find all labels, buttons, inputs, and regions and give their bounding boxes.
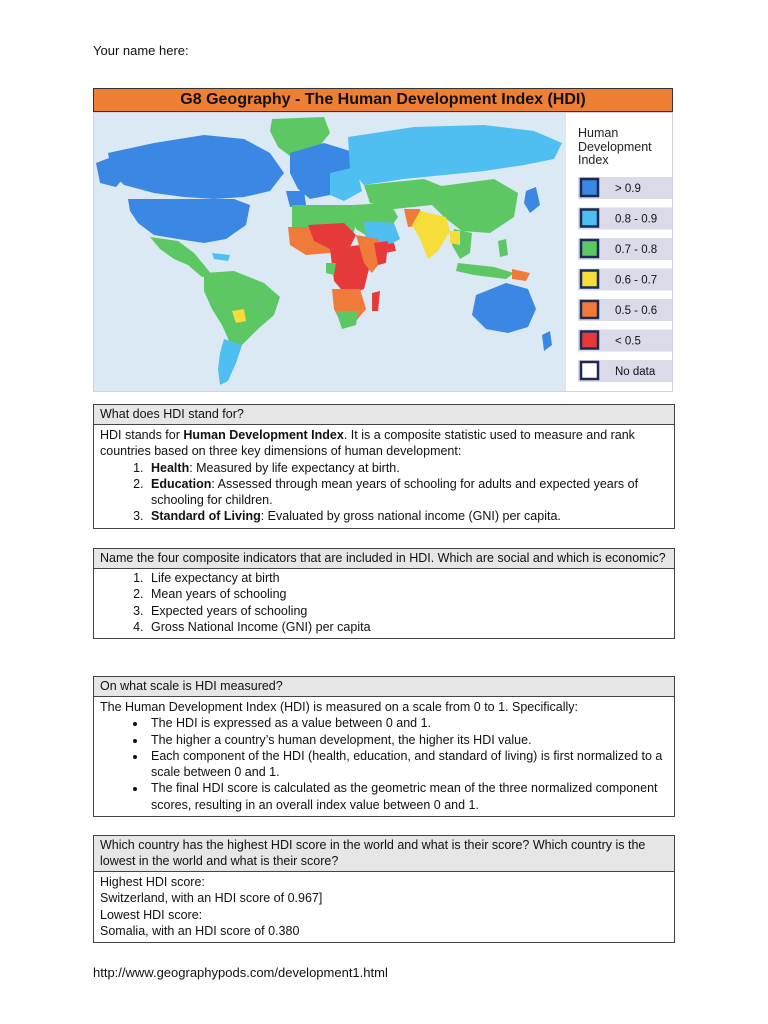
legend-title-line-2: Development [578,140,652,154]
dimension-name: Education [151,476,212,491]
dimensions-list [100,460,668,525]
question-extremes: Which country has the highest HDI score in the world and what is their score? Which country is the lowest in the world and what is their score? [94,836,674,872]
legend-label: < 0.5 [615,335,641,348]
answer-line: Switzerland, with an HDI score of 0.967] [100,891,323,906]
region-myanmar [450,231,460,245]
list-item: • The HDI is expressed as a value between 0 and 1. [147,715,668,731]
question-indicators: Name the four composite indicators that are included in HDI. Which are social and which is economic? [94,549,674,569]
legend-label: 0.6 - 0.7 [615,274,658,287]
indicators-list [100,570,668,635]
question-hdi-meaning: What does HDI stand for? [94,405,674,425]
world-map-graphic [94,113,673,392]
legend-label: 0.7 - 0.8 [615,244,658,256]
legend-swatch [581,210,598,227]
question-block-extremes [93,835,675,943]
list-item [147,460,668,476]
dimension-description: : Assessed through mean years of schooling for adults and expected years of schooling for children. [151,476,639,508]
dimension-description: : Measured by life expectancy at birth. [189,460,400,475]
dimension-name: Health [151,460,190,475]
answer-indicators [94,569,674,638]
list-item [147,476,668,509]
answer-intro-pre: HDI stands for [100,428,184,442]
question-block-scale [93,676,675,817]
list-item: 1. Life expectancy at birth [147,570,668,586]
answer-intro [100,427,668,460]
answer-scale [94,697,674,816]
answer-extremes [94,872,674,942]
worksheet-title: G8 Geography - The Human Development Index (HDI) [93,88,673,112]
name-prompt: Your name here: [93,43,189,58]
answer-intro: The Human Development Index (HDI) is measured on a scale from 0 to 1. Specifically: [100,700,578,714]
legend-swatch [581,332,598,349]
legend-swatch [581,362,598,379]
list-item: • Each component of the HDI (health, education, and standard of living) is first normalized to a scale between 0 and 1. [147,748,668,781]
answer-hdi-meaning [94,425,674,528]
list-item: 3. Expected years of schooling [147,603,668,619]
legend-swatch [581,301,598,318]
question-scale: On what scale is HDI measured? [94,677,674,697]
answer-line: Lowest HDI score: [100,907,203,922]
answer-line: Highest HDI score: [100,875,205,889]
legend-label: 0.5 - 0.6 [615,305,658,317]
answer-line: Somalia, with an HDI score of 0.380 [100,923,300,938]
legend-title-line-3: Index [578,153,609,167]
list-item: 4. Gross National Income (GNI) per capita [147,619,668,635]
legend-swatch [581,179,598,196]
source-url: http://www.geographypods.com/development1.html [93,965,388,980]
legend-label: No data [615,366,656,378]
list-item: 2. Mean years of schooling [147,586,668,602]
answer-intro-bold: Human Development Index [183,428,344,442]
scale-points-list [100,715,668,813]
legend-label: > 0.9 [615,183,641,195]
list-item [147,508,668,524]
hdi-world-map [93,112,673,392]
question-block-hdi-meaning [93,404,675,529]
list-item: • The final HDI score is calculated as the geometric mean of the three normalized component scores, resulting in an overall index value between 0 and 1. [147,780,668,813]
answer-intro-post: . It is a composite statistic used to measure and rank countries based on three key dimensions of human development: [100,428,635,459]
legend-label: 0.8 - 0.9 [615,213,658,226]
dimension-description: : Evaluated by gross national income (GNI) per capita. [260,509,561,524]
legend-swatch [581,271,598,288]
list-item: • The higher a country’s human development, the higher its HDI value. [147,732,668,748]
question-block-indicators [93,548,675,639]
legend-swatch [581,240,598,257]
legend-title-line-1: Human [578,126,619,140]
dimension-name: Standard of Living [151,509,261,524]
